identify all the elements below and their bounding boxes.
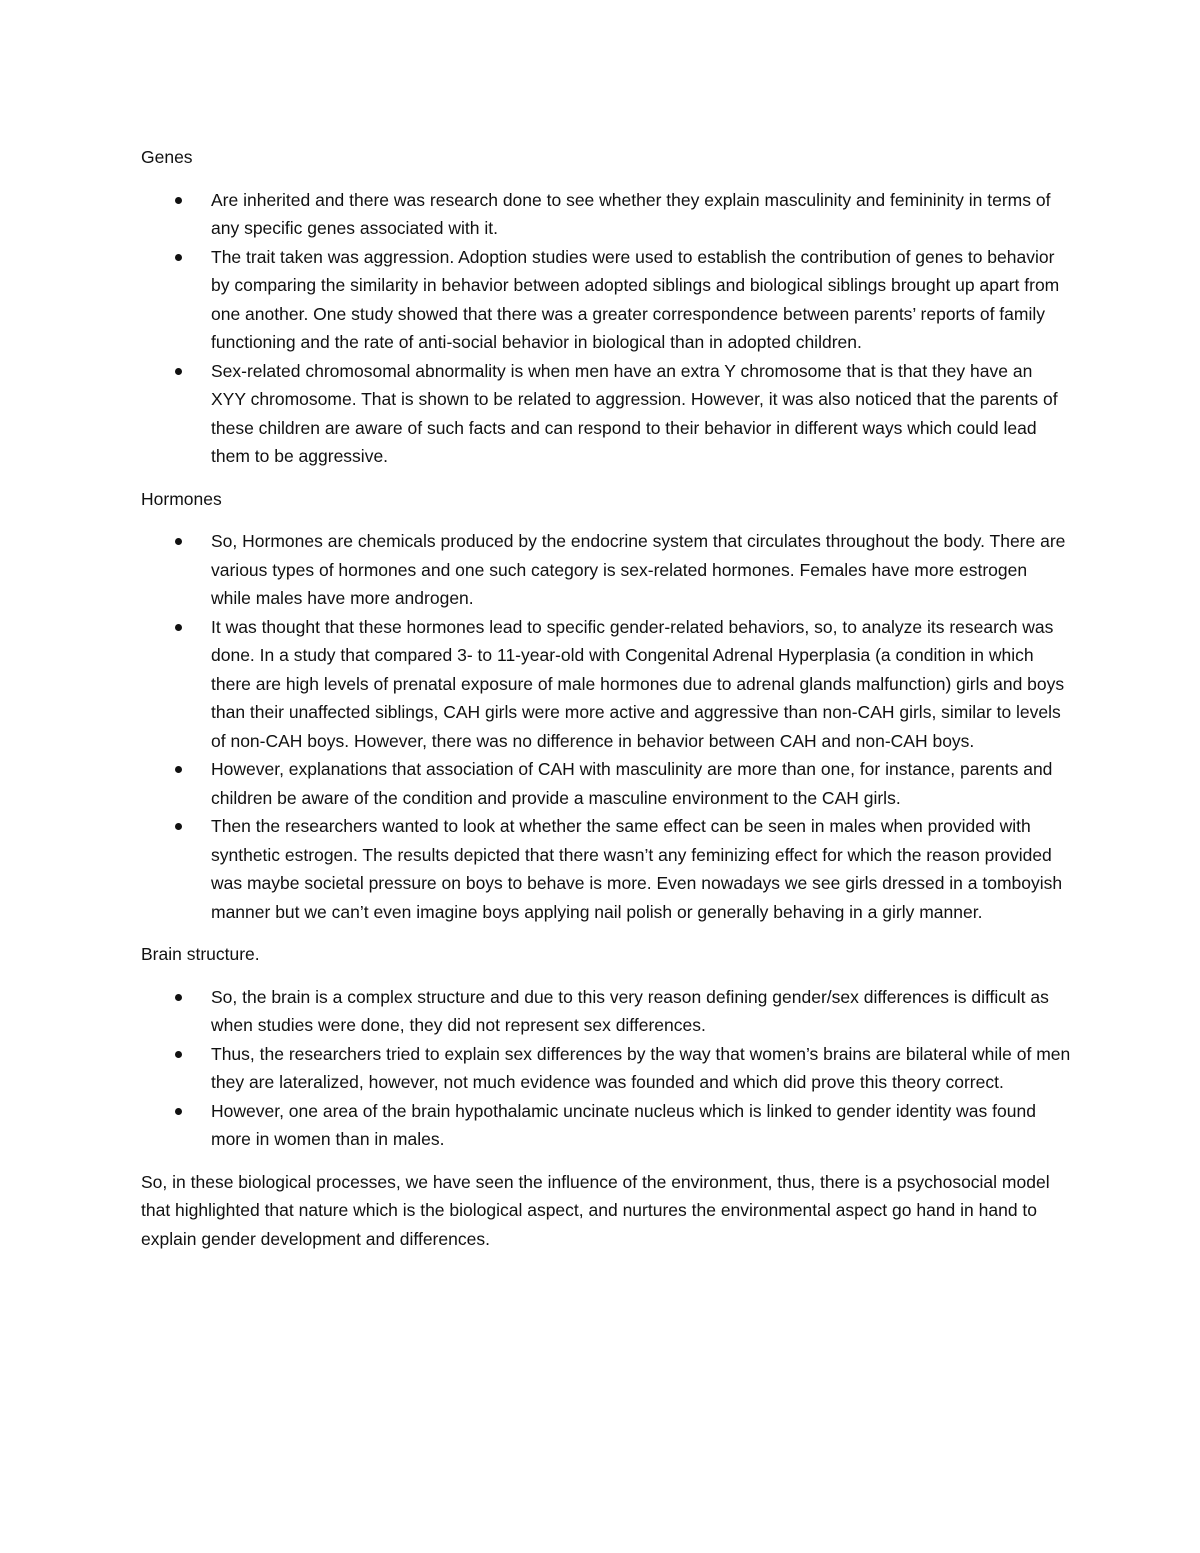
- bullet-icon: [175, 766, 182, 773]
- list-item-text: The trait taken was aggression. Adoption studies were used to establish the contribution of genes to behavior by comparing the similarity in behavior between adopted siblings and biological siblings brought up apart from one another. One study showed that there was a greater correspondence between parents’ reports of family functioning and the rate of anti-social behavior in biological than in adopted children.: [211, 246, 1060, 352]
- list-item: [141, 243, 1071, 357]
- bullet-icon: [175, 624, 182, 631]
- section-heading-genes: Genes: [141, 147, 193, 167]
- list-item: [141, 755, 1071, 812]
- list-item: [141, 812, 1071, 926]
- list-item-text: However, explanations that association of CAH with masculinity are more than one, for instance, parents and children be aware of the condition and provide a masculine environment to the CAH girls.: [211, 759, 1053, 808]
- document-body: [141, 143, 1071, 1253]
- list-item: [141, 527, 1071, 613]
- bullet-icon: [175, 254, 182, 261]
- bullet-icon: [175, 1108, 182, 1115]
- list-item-text: It was thought that these hormones lead to specific gender-related behaviors, so, to analyze its research was done. In a study that compared 3- to 11-year-old with Congenital Adrenal Hyperplasia (a condition in which there are high levels of prenatal exposure of male hormones due to adrenal glands malfunction) girls and boys than their unaffected siblings, CAH girls were more active and aggressive than non-CAH girls, similar to levels of non-CAH boys. However, there was no difference in behavior between CAH and non-CAH boys.: [211, 616, 1065, 751]
- section-heading-brain-structure: Brain structure.: [141, 944, 260, 964]
- list-item: [141, 983, 1071, 1040]
- list-item-text: Are inherited and there was research done to see whether they explain masculinity and femininity in terms of any specific genes associated with it.: [211, 189, 1051, 238]
- list-item: [141, 357, 1071, 471]
- bullet-icon: [175, 994, 182, 1001]
- list-item-text: Thus, the researchers tried to explain sex differences by the way that women’s brains are bilateral while of men they are lateralized, however, not much evidence was founded and which did prove this theory correct.: [211, 1043, 1071, 1092]
- bullet-icon: [175, 823, 182, 830]
- hormones-bullet-list: [141, 527, 1071, 926]
- brain-structure-bullet-list: [141, 983, 1071, 1154]
- list-item: [141, 1097, 1071, 1154]
- closing-paragraph: So, in these biological processes, we have seen the influence of the environment, thus, there is a psychosocial model that highlighted that nature which is the biological aspect, and nurtures the environmental aspect go hand in hand to explain gender development and differences.: [141, 1171, 1050, 1249]
- list-item: [141, 613, 1071, 756]
- list-item-text: So, the brain is a complex structure and due to this very reason defining gender/sex differences is difficult as when studies were done, they did not represent sex differences.: [211, 986, 1049, 1035]
- list-item-text: Sex-related chromosomal abnormality is when men have an extra Y chromosome that is that they have an XYY chromosome. That is shown to be related to aggression. However, it was also noticed that the parents of these children are aware of such facts and can respond to their behavior in different ways which could lead them to be aggressive.: [211, 360, 1058, 466]
- list-item-text: So, Hormones are chemicals produced by the endocrine system that circulates throughout the body. There are various types of hormones and one such category is sex-related hormones. Females have more estrogen while males have more androgen.: [211, 531, 1066, 608]
- list-item-text: Then the researchers wanted to look at whether the same effect can be seen in males when provided with synthetic estrogen. The results depicted that there wasn’t any feminizing effect for which the reason provided was maybe societal pressure on boys to behave is more. Even nowadays we see girls dressed in a tomboyish manner but we can’t even imagine boys applying nail polish or generally behaving in a girly manner.: [211, 816, 1063, 922]
- bullet-icon: [175, 197, 182, 204]
- bullet-icon: [175, 368, 182, 375]
- list-item: [141, 1040, 1071, 1097]
- section-heading-hormones: Hormones: [141, 488, 222, 509]
- genes-bullet-list: [141, 186, 1071, 471]
- list-item-text: However, one area of the brain hypothalamic uncinate nucleus which is linked to gender identity was found more in women than in males.: [211, 1100, 1036, 1149]
- bullet-icon: [175, 1051, 182, 1058]
- bullet-icon: [175, 538, 182, 545]
- list-item: [141, 186, 1071, 243]
